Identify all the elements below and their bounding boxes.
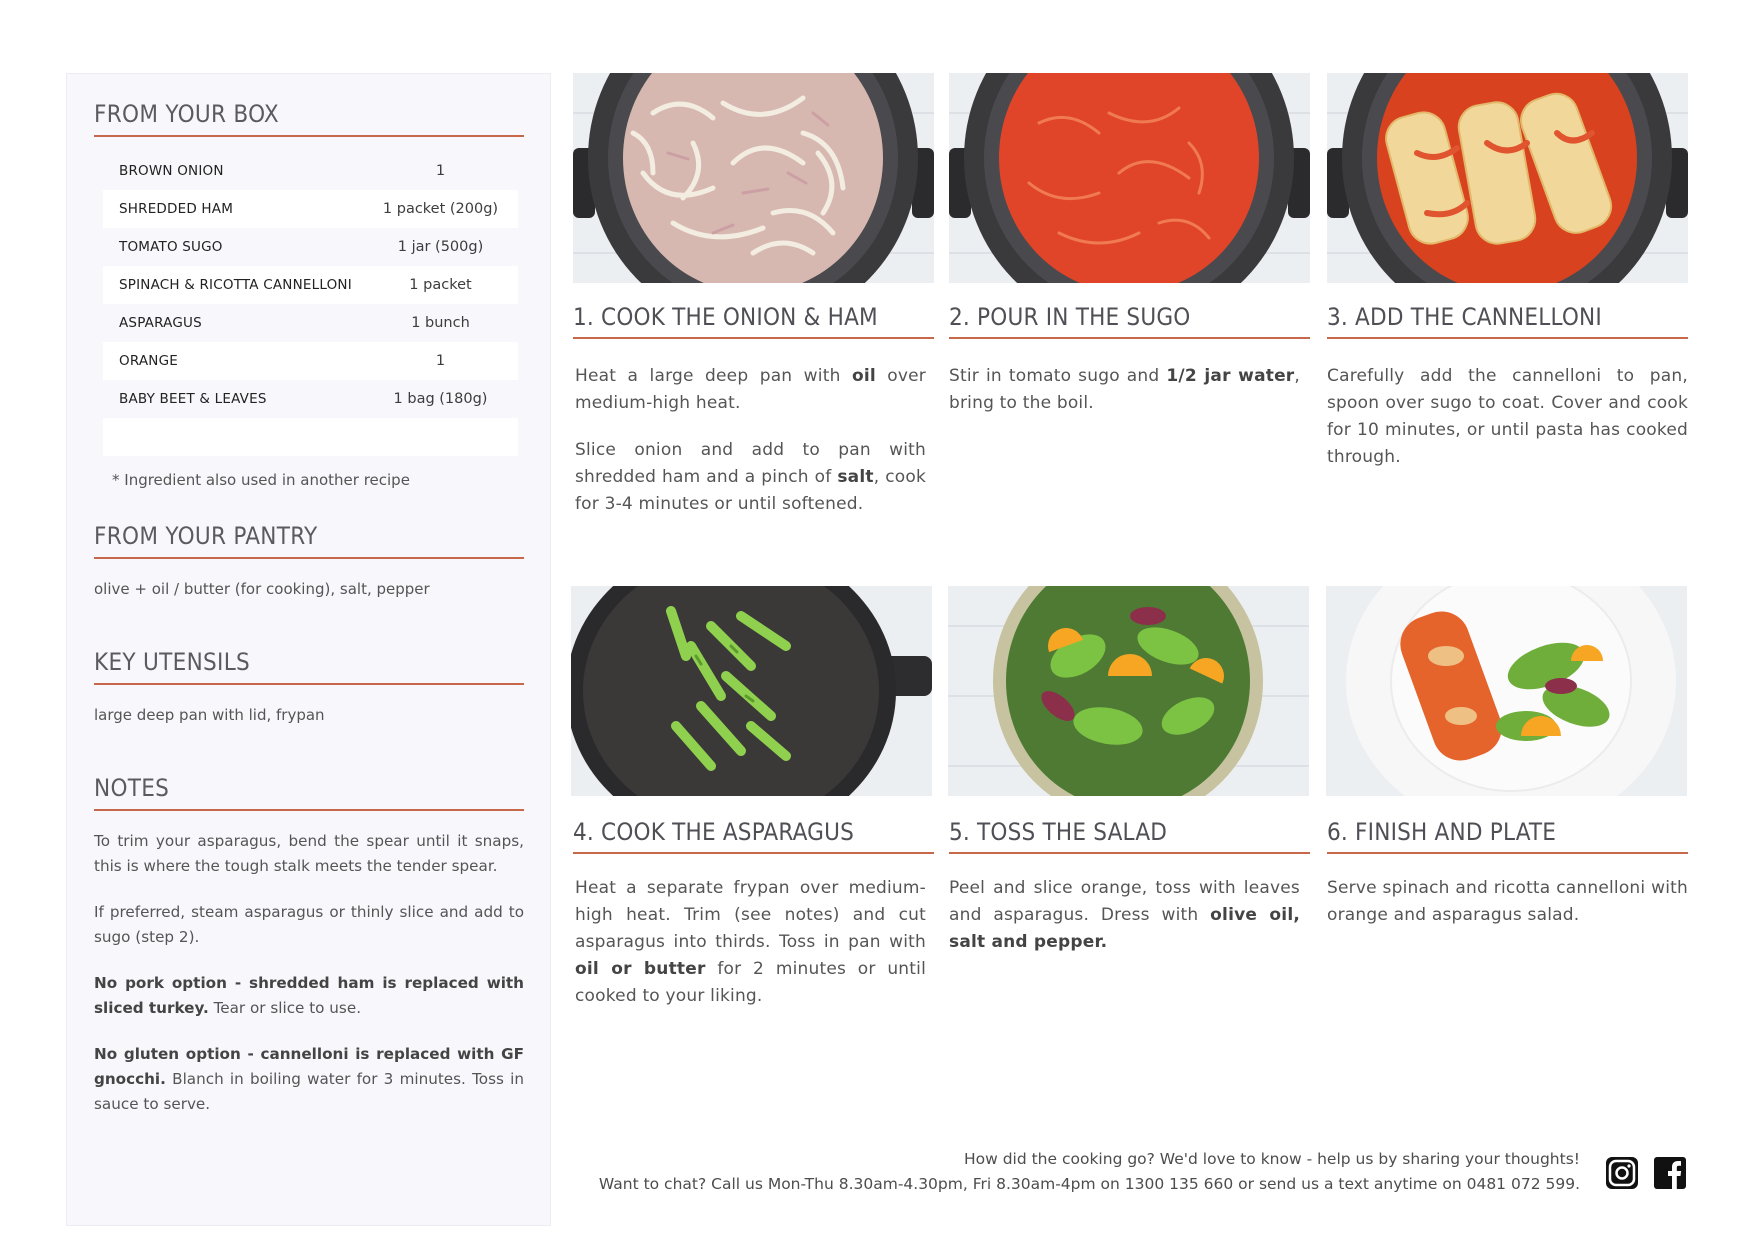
step-paragraph [575,363,926,417]
step5-photo [948,586,1309,796]
ingredient-name: SHREDDED HAM [119,201,234,217]
ingredient-name: BABY BEET & LEAVES [119,391,267,407]
step3-photo [1327,73,1688,283]
step6-photo [1326,586,1687,796]
table-row [103,228,518,266]
table-row [103,304,518,342]
step-text-span: over medium-high heat. [575,366,926,413]
note-paragraph [94,1042,524,1117]
table-row [103,152,518,190]
ingredient-name: BROWN ONION [119,163,224,179]
ingredient-qty: 1 [435,353,446,369]
ingredient-name: ORANGE [119,353,178,369]
utensils-title: KEY UTENSILS [94,648,524,685]
ingredient-qty: 1 bag (180g) [393,391,488,407]
step-paragraph: Serve spinach and ricotta cannelloni with orange and asparagus salad. [1327,878,1688,925]
step4-photo [571,586,932,796]
step-text-bold: oil [851,366,876,386]
note-text: Blanch in boiling water for 3 minutes. Toss in sauce to serve. [94,1070,524,1113]
step-text-span: Peel and slice orange, toss with leaves and asparagus. Dress with [949,878,1300,925]
step-paragraph: Carefully add the cannelloni to pan, spoon over sugo to coat. Cover and cook for 10 minutes, or until pasta has cooked through. [1327,366,1688,467]
ingredients-table [103,152,518,456]
utensils-text: large deep pan with lid, frypan [94,706,325,724]
footer-contact-line: Want to chat? Call us Mon-Thu 8.30am-4.30pm, Fri 8.30am-4pm on 1300 135 660 or send us a text anytime on 0481 072 599. [598,1175,1580,1193]
step-paragraph [949,363,1300,417]
step-paragraph [949,875,1300,956]
ingredient-qty: 1 [435,163,446,179]
table-row [103,190,518,228]
step-text-bold: oil or butter [575,959,706,979]
pantry-title: FROM YOUR PANTRY [94,522,524,559]
step-text-span: Slice onion and add to pan with shredded ham and a pinch of [575,440,926,487]
ingredient-qty: 1 jar (500g) [397,239,484,255]
step-text-span: Stir in tomato sugo and [949,366,1167,386]
note-paragraph [94,971,524,1021]
from-box-title: FROM YOUR BOX [94,100,524,137]
step5-text [949,875,1300,976]
sidebar [66,73,551,1226]
ingredient-qty: 1 packet (200g) [382,201,499,217]
note-paragraph: If preferred, steam asparagus or thinly slice and add to sugo (step 2). [94,903,524,946]
step-paragraph [575,437,926,518]
step-text-span: Heat a separate frypan over medium-high heat. Trim (see notes) and cut asparagus into thirds. Toss in pan with [575,878,926,952]
step1-photo [573,73,934,283]
step6-text [1327,875,1688,949]
table-row [103,380,518,418]
step3-text [1327,363,1688,491]
table-row-empty [103,418,518,456]
pantry-text: olive + oil / butter (for cooking), salt, pepper [94,580,430,598]
step-text-bold: olive oil, salt and pepper. [949,905,1301,952]
ingredient-name: TOMATO SUGO [119,239,223,255]
note-text: Tear or slice to use. [208,999,362,1017]
ingredient-name: ASPARAGUS [119,315,202,331]
step1-text [575,363,926,538]
ingredient-qty: 1 packet [409,277,472,293]
step-text-span: , cook for 3-4 minutes or until softened. [575,467,926,514]
step2-title: 2. POUR IN THE SUGO [949,303,1310,339]
step5-title: 5. TOSS THE SALAD [949,818,1310,854]
ingredient-qty: 1 bunch [411,315,470,331]
table-row [103,266,518,304]
step-text-span: for 2 minutes or until cooked to your liking. [575,959,926,1006]
note-bold: No gluten option - cannelloni is replaced with GF gnocchi. [94,1045,524,1088]
step-text-span: Heat a large deep pan with [575,366,852,386]
step-text-span: , bring to the boil. [949,366,1300,413]
step4-text [575,875,926,1030]
step-paragraph [575,875,926,1010]
step1-title: 1. COOK THE ONION & HAM [573,303,934,339]
table-row [103,342,518,380]
instagram-icon[interactable] [1604,1155,1640,1191]
footer-feedback-line: How did the cooking go? We'd love to know - help us by sharing your thoughts! [963,1150,1580,1168]
notes-title: NOTES [94,774,524,811]
step3-title: 3. ADD THE CANNELLONI [1327,303,1688,339]
step4-title: 4. COOK THE ASPARAGUS [573,818,934,854]
step2-text [949,363,1300,437]
note-paragraph: To trim your asparagus, bend the spear until it snaps, this is where the tough stalk meets the tender spear. [94,832,524,875]
ingredient-footnote: * Ingredient also used in another recipe [112,471,410,489]
step-text-bold: 1/2 jar water [1166,366,1295,386]
step6-title: 6. FINISH AND PLATE [1327,818,1688,854]
step-text-bold: salt [837,467,874,487]
notes-body [94,829,524,1138]
step2-photo [949,73,1310,283]
facebook-icon[interactable] [1652,1155,1688,1191]
footer-contact [599,1147,1580,1197]
ingredient-name: SPINACH & RICOTTA CANNELLONI [119,277,352,293]
note-bold: No pork option - shredded ham is replaced with sliced turkey. [94,974,524,1017]
